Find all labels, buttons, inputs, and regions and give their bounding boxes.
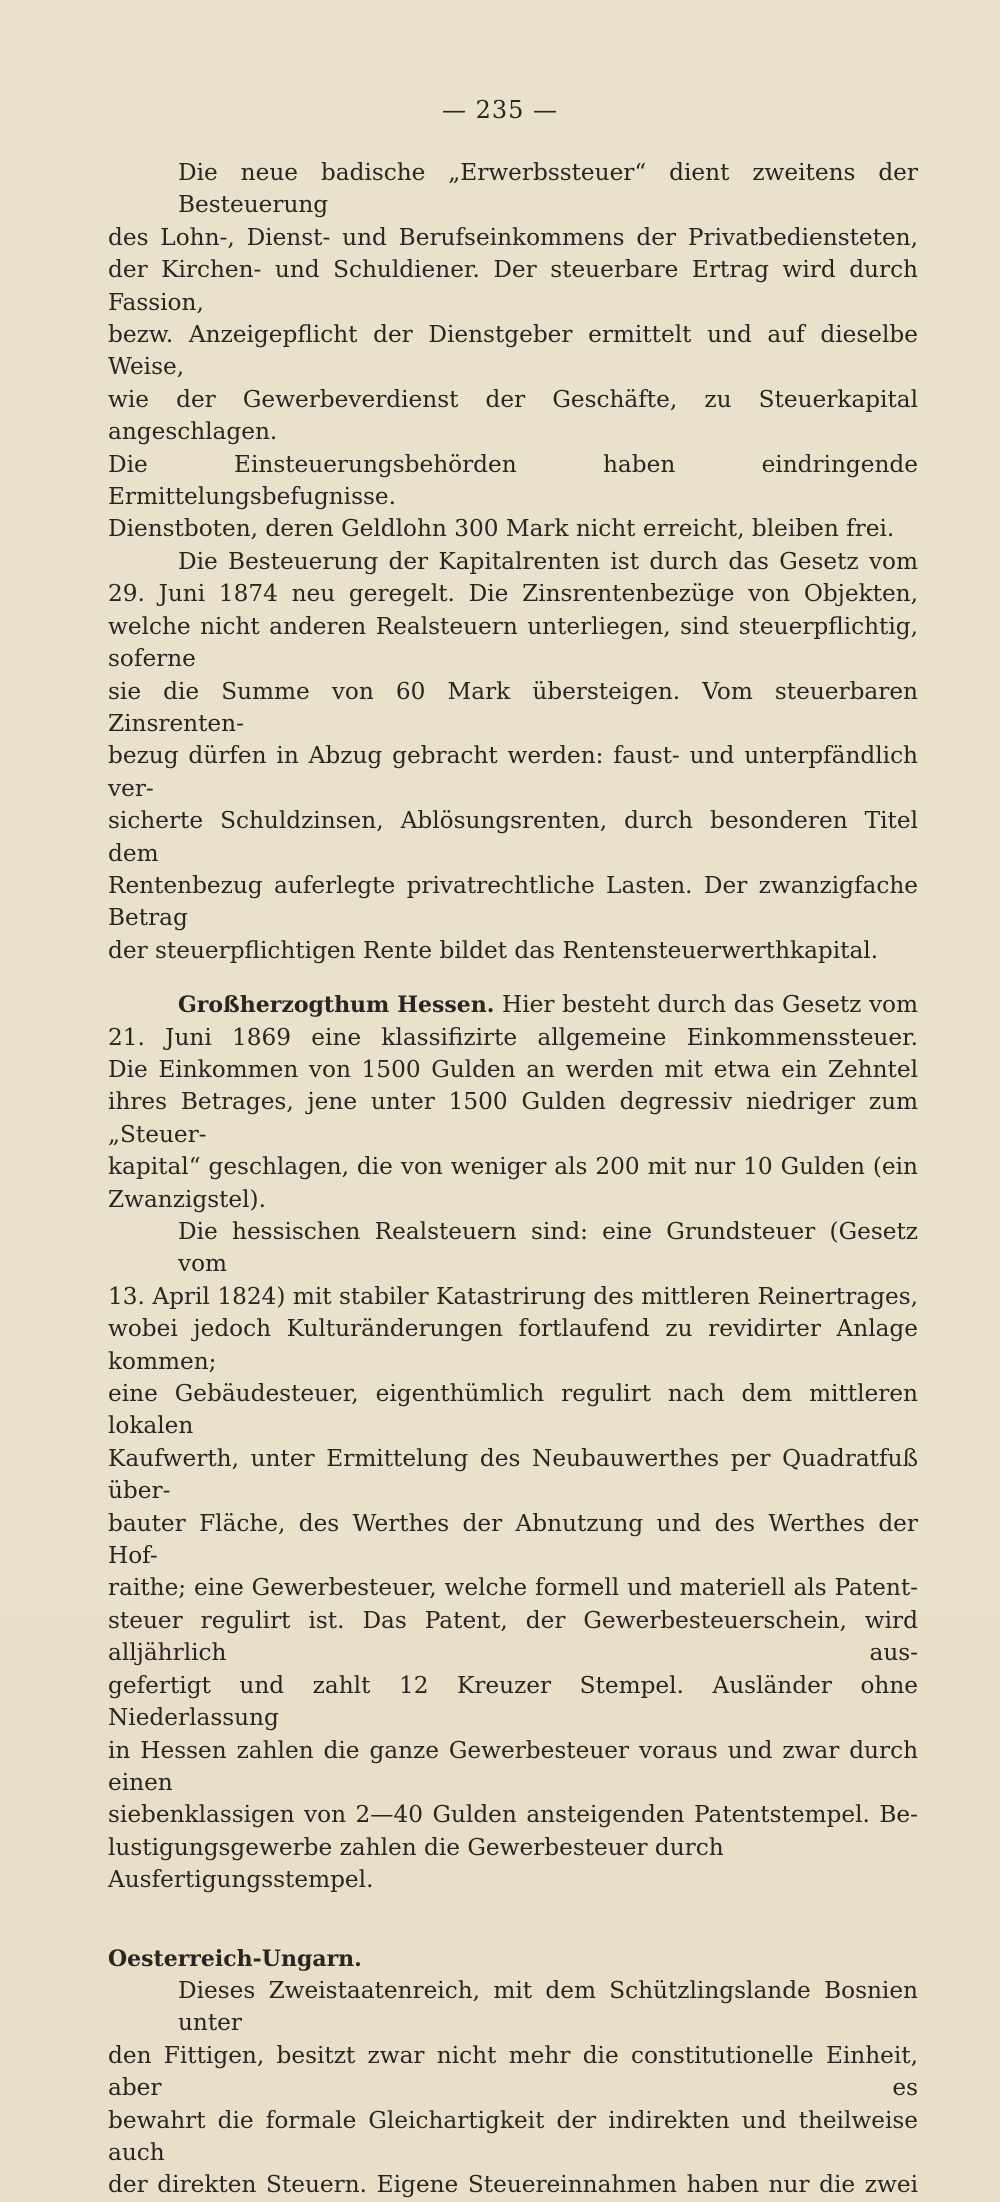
text-line	[108, 989, 918, 1021]
text-line: der steuerpflichtigen Rente bildet das Rentensteuerwerthkapital.	[108, 936, 879, 964]
paragraph-hessen-einkommenssteuer	[108, 989, 918, 1216]
text-line-continuation: Hier besteht durch das Gesetz vom	[502, 991, 918, 1019]
text-line: 29. Juni 1874 neu geregelt. Die Zinsrentenbezüge von Objekten,	[108, 580, 918, 608]
text-line: 21. Juni 1869 eine klassifizirte allgemeine Einkommenssteuer.	[108, 1023, 918, 1051]
text-line: eine Gebäudesteuer, eigenthümlich regulirt nach dem mittleren lokalen	[108, 1380, 918, 1440]
text-line: steuer regulirt ist. Das Patent, der Gewerbesteuerschein, wird alljährlich aus-	[108, 1606, 918, 1667]
text-line: Die Einkommen von 1500 Gulden an werden mit etwa ein Zehntel	[108, 1055, 918, 1083]
text-line: sicherte Schuldzinsen, Ablösungsrenten, durch besonderen Titel dem	[108, 807, 918, 867]
text-line: des Lohn-, Dienst- und Berufseinkommens der Privatbediensteten,	[108, 223, 918, 251]
paragraph-zweistaatenreich	[108, 1975, 918, 2202]
spacer	[108, 967, 918, 989]
paragraph-kapitalrenten	[108, 546, 918, 967]
text-line: Dieses Zweistaatenreich, mit dem Schützlingslande Bosnien unter	[178, 1976, 918, 2037]
text-line: wie der Gewerbeverdienst der Geschäfte, zu Steuerkapital angeschlagen.	[108, 385, 918, 446]
text-line: in Hessen zahlen die ganze Gewerbesteuer voraus und zwar durch einen	[108, 1736, 918, 1796]
text-line: sie die Summe von 60 Mark übersteigen. Vom steuerbaren Zinsrenten-	[108, 677, 918, 737]
text-line: den Fittigen, besitzt zwar nicht mehr die constitutionelle Einheit, aber es	[108, 2041, 918, 2102]
text-line: siebenklassigen von 2—40 Gulden ansteigenden Patentstempel. Be-	[108, 1801, 918, 1829]
text-line: welche nicht anderen Realsteuern unterliegen, sind steuerpflichtig, soferne	[108, 612, 918, 673]
text-line: kapital“ geschlagen, die von weniger als 200 mit nur 10 Gulden (ein	[108, 1153, 918, 1181]
section-heading-oesterreich-ungarn-block	[108, 1943, 918, 1975]
text-line: bezw. Anzeigepflicht der Dienstgeber ermittelt und auf dieselbe Weise,	[108, 321, 918, 381]
text-line: der Kirchen- und Schuldiener. Der steuerbare Ertrag wird durch Fassion,	[108, 256, 918, 316]
text-line: Die hessischen Realsteuern sind: eine Grundsteuer (Gesetz vom	[178, 1218, 918, 1278]
body-text	[108, 157, 918, 2202]
text-line: bezug dürfen in Abzug gebracht werden: faust- und unterpfändlich ver-	[108, 742, 918, 802]
text-line: gefertigt und zahlt 12 Kreuzer Stempel. Ausländer ohne Niederlassung	[108, 1671, 918, 1732]
section-heading-oesterreich-ungarn: Oesterreich-Ungarn.	[108, 1945, 362, 1972]
paragraph-badische-erwerbssteuer	[108, 157, 918, 546]
paragraph-hessische-realsteuern	[108, 1216, 918, 1897]
text-line: Die neue badische „Erwerbssteuer“ dient zweitens der Besteuerung	[178, 159, 918, 219]
section-heading-hessen: Großherzogthum Hessen.	[178, 992, 495, 1019]
text-line: der direkten Steuern. Eigene Steuereinnahmen haben nur die zwei	[108, 2171, 918, 2199]
text-line: Die Besteuerung der Kapitalrenten ist durch das Gesetz vom	[178, 547, 918, 575]
text-line: bauter Fläche, des Werthes der Abnutzung und des Werthes der Hof-	[108, 1509, 918, 1570]
spacer	[108, 1897, 918, 1943]
text-line: Zwanzigstel).	[108, 1185, 266, 1213]
text-line: Rentenbezug auferlegte privatrechtliche Lasten. Der zwanzigfache Betrag	[108, 871, 918, 932]
text-line: Die Einsteuerungsbehörden haben eindringende Ermittelungsbefugnisse.	[108, 450, 918, 511]
page-number: — 235 —	[441, 96, 559, 124]
text-line: Kaufwerth, unter Ermittelung des Neubauwerthes per Quadratfuß über-	[108, 1444, 918, 1505]
text-line: Dienstboten, deren Geldlohn 300 Mark nicht erreicht, bleiben frei.	[108, 515, 895, 543]
text-line: raithe; eine Gewerbesteuer, welche formell und materiell als Patent-	[108, 1574, 918, 1602]
text-line: 13. April 1824) mit stabiler Katastrirung des mittleren Reinertrages,	[108, 1282, 918, 1310]
text-line: bewahrt die formale Gleichartigkeit der indirekten und theilweise auch	[108, 2106, 918, 2166]
text-line: ihres Betrages, jene unter 1500 Gulden degressiv niedriger zum „Steuer-	[108, 1088, 918, 1148]
text-line: lustigungsgewerbe zahlen die Gewerbesteuer durch Ausfertigungsstempel.	[108, 1833, 724, 1894]
text-line: wobei jedoch Kulturänderungen fortlaufend zu revidirter Anlage kommen;	[108, 1315, 918, 1375]
